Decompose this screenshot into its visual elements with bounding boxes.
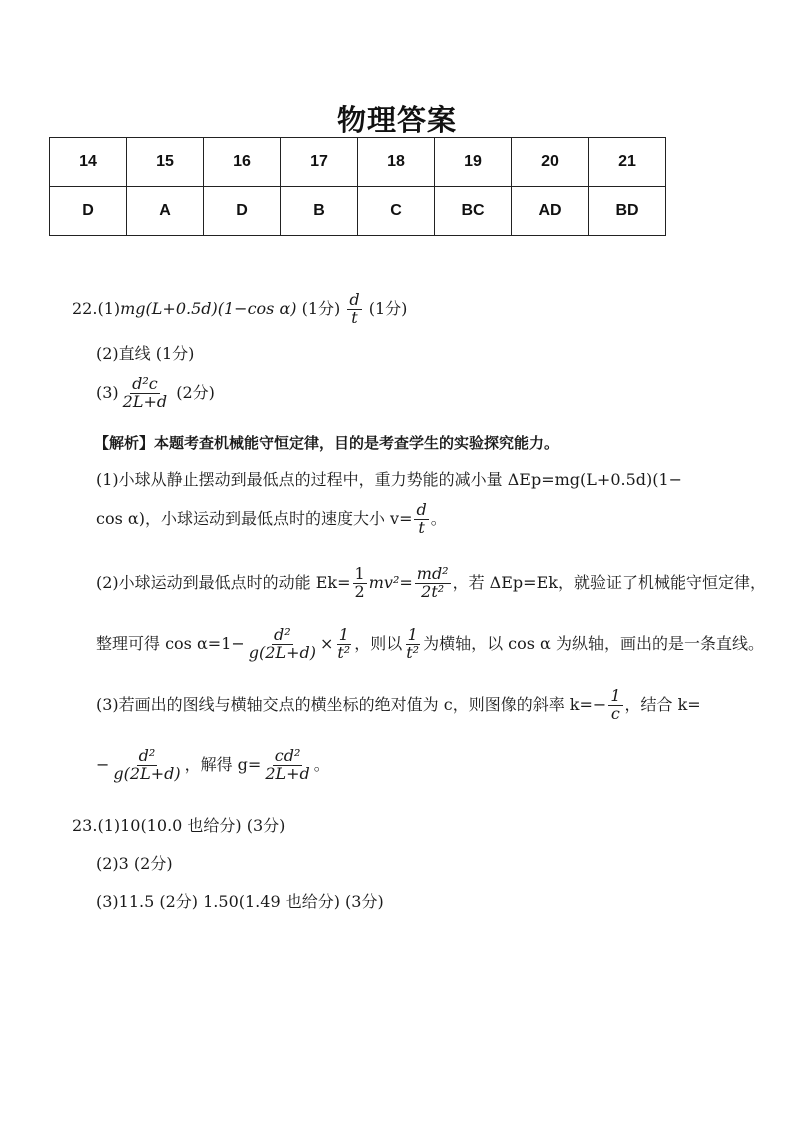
text: mv²= [368, 572, 413, 592]
table-cell: BC [435, 187, 512, 236]
analysis-1-line1: (1)小球从静止摆动到最低点的过程中，重力势能的减小量 ΔEp=mg(L+0.5d)(1− [96, 470, 683, 489]
text: ，解得 g= [184, 754, 262, 774]
text: (2)小球运动到最低点时的动能 Ek= [96, 572, 351, 592]
q22-p1-expr: mg(L+0.5d)(1−cos α) [120, 298, 297, 318]
answer-table [49, 137, 666, 236]
q22-p1-score: (1分) [301, 298, 341, 318]
analysis-3-line2 [96, 748, 330, 783]
q22-p3-label: (3) [96, 382, 119, 402]
table-cell: C [358, 187, 435, 236]
q22-p3-score: (2分) [176, 382, 215, 402]
table-cell: 21 [589, 138, 666, 187]
analysis-3-line1 [96, 688, 701, 723]
fraction: $\frac{1}{2}$ [354, 564, 365, 601]
table-cell: AD [512, 187, 589, 236]
table-cell: D [50, 187, 127, 236]
q22-part2: (2)直线 (1分) [96, 344, 195, 363]
table-cell: 19 [435, 138, 512, 187]
table-cell: 18 [358, 138, 435, 187]
text: 整理可得 cos α=1− [96, 633, 245, 653]
analysis-2-line2 [96, 627, 764, 662]
table-cell: 16 [204, 138, 281, 187]
text: (3)若画出的图线与横轴交点的横坐标的绝对值为 c，则图像的斜率 k=− [96, 694, 607, 714]
q22-part3 [96, 376, 215, 411]
q22-part1 [72, 292, 407, 327]
table-cell: BD [589, 187, 666, 236]
q23-part2: (2)3 (2分) [96, 854, 173, 873]
table-row-numbers [50, 138, 666, 187]
fraction: $\frac{1}{\text{t²}}$ [337, 625, 351, 662]
table-cell: D [204, 187, 281, 236]
fraction: $\frac{1}{c}$ [610, 686, 621, 723]
fraction: $\frac{\text{cd²}}{2L+d}$ [265, 746, 310, 783]
text: − [96, 754, 110, 774]
fraction: $\frac{1}{\text{t²}}$ [406, 625, 420, 662]
fraction: $\frac{d}{t}$ [349, 290, 360, 327]
text: ，结合 k= [624, 694, 701, 714]
text: cos α)，小球运动到最低点时的速度大小 v= [96, 508, 413, 528]
fraction: $\frac{d}{t}$ [416, 500, 427, 537]
table-cell: 17 [281, 138, 358, 187]
analysis-1-line2 [96, 502, 447, 537]
text: × [319, 633, 334, 653]
table-row-answers [50, 187, 666, 236]
table-cell: 14 [50, 138, 127, 187]
page-title: 物理答案 [336, 103, 457, 137]
text: 为横轴，以 cos α 为纵轴，画出的是一条直线。 [423, 633, 764, 653]
fraction: $\frac{\text{d²c}}{2L+d}$ [122, 374, 168, 411]
table-cell: 20 [512, 138, 589, 187]
analysis-2-line1 [96, 566, 766, 601]
fraction: $\frac{\text{md²}}{\text{2t²}}$ [416, 564, 449, 601]
table-cell: 15 [127, 138, 204, 187]
fraction: $\frac{\text{d²}}{g(2L+d)}$ [248, 625, 316, 662]
table-cell: B [281, 187, 358, 236]
q22-number: 22. [72, 298, 98, 318]
q22-p1-label: (1) [97, 298, 121, 318]
table-cell: A [127, 187, 204, 236]
text: ，若 ΔEp=Ek，就验证了机械能守恒定律， [452, 572, 766, 592]
analysis-heading: 【解析】本题考查机械能守恒定律，目的是考查学生的实验探究能力。 [94, 434, 560, 452]
q23-part1: 23.(1)10(10.0 也给分) (3分) [72, 816, 286, 835]
text: 。 [313, 754, 330, 774]
fraction: $\frac{\text{d²}}{g(2L+d)}$ [113, 746, 181, 783]
text: 。 [430, 508, 447, 528]
q22-p1-score2: (1分) [368, 298, 408, 318]
q23-part3: (3)11.5 (2分) 1.50(1.49 也给分) (3分) [96, 892, 384, 911]
text: ，则以 [354, 633, 403, 653]
